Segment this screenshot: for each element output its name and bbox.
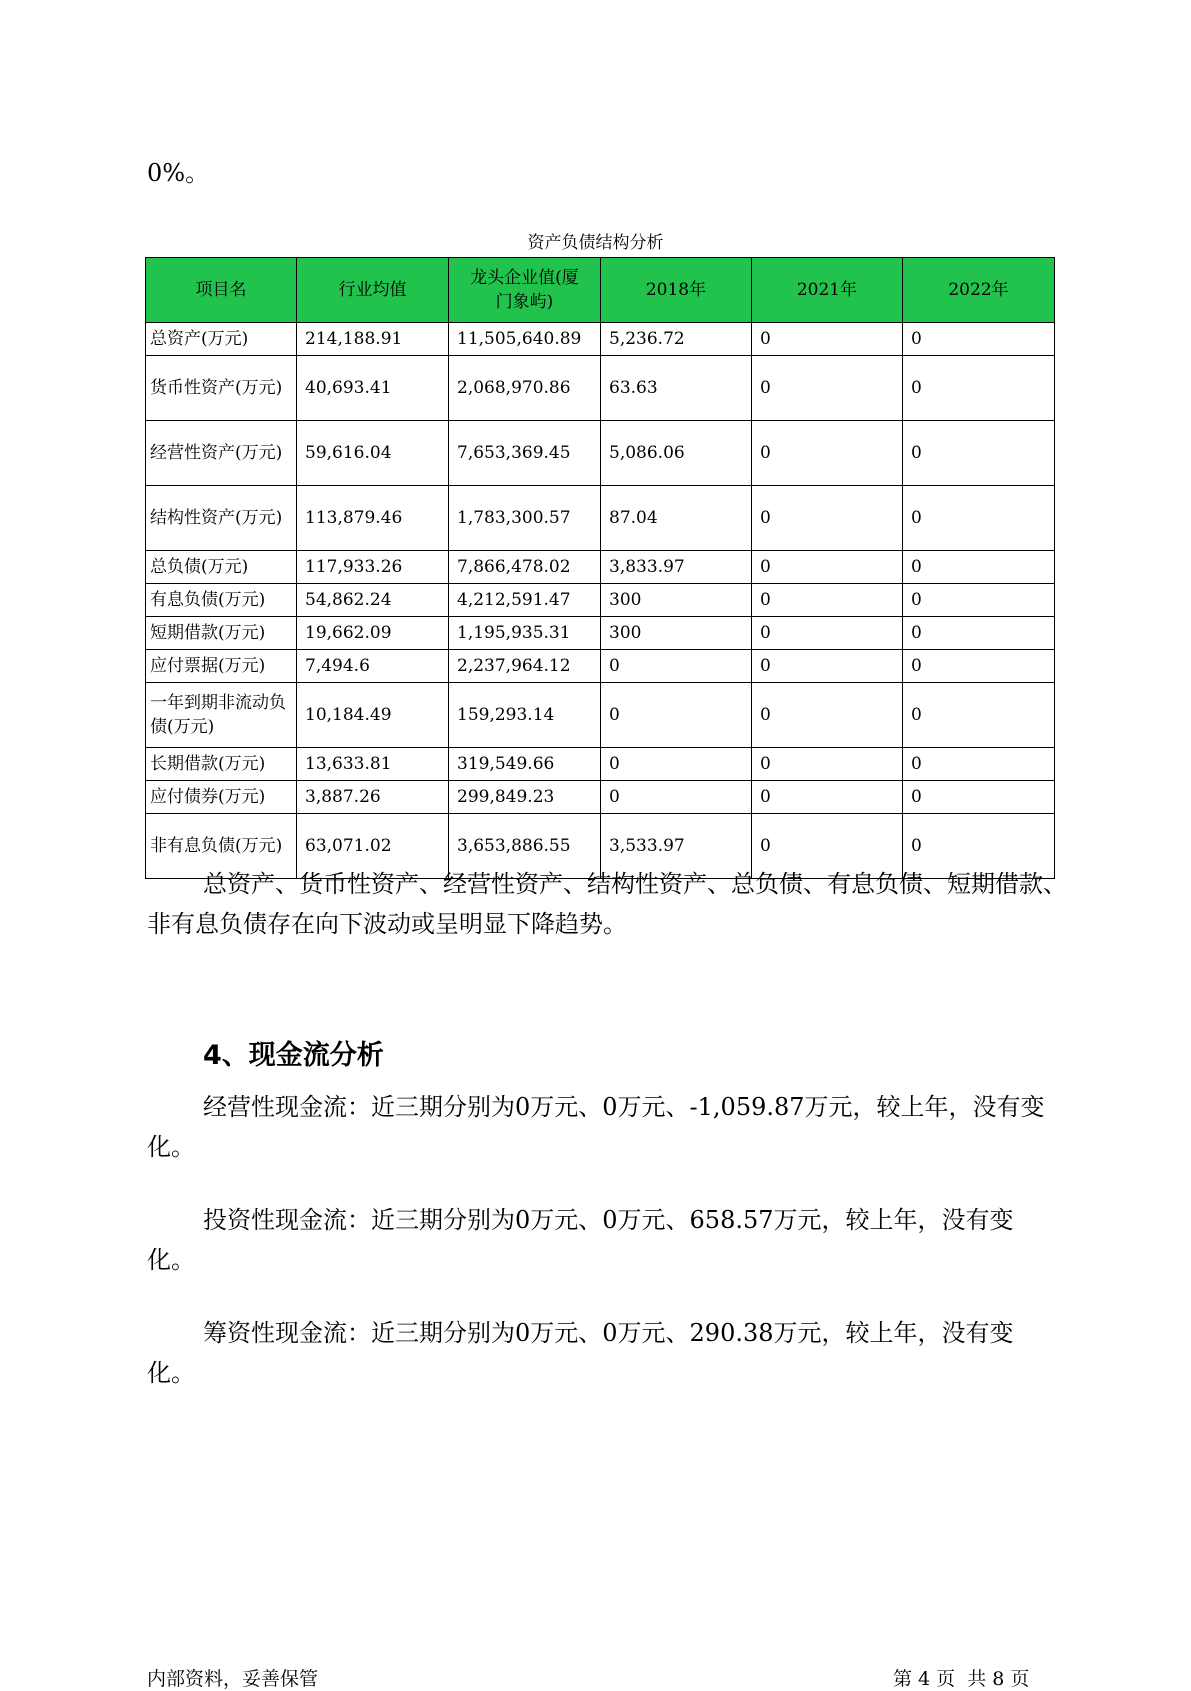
row-leader-value: 3,653,886.55 [449, 814, 601, 879]
row-leader-value: 1,195,935.31 [449, 617, 601, 650]
row-2022: 0 [903, 551, 1055, 584]
row-item-name: 长期借款(万元) [146, 748, 297, 781]
row-2021: 0 [752, 683, 903, 748]
row-2021: 0 [752, 748, 903, 781]
row-2018: 0 [601, 781, 752, 814]
row-2022: 0 [903, 356, 1055, 421]
balance-sheet-table [145, 257, 1055, 879]
row-item-name: 短期借款(万元) [146, 617, 297, 650]
row-leader-value: 7,653,369.45 [449, 421, 601, 486]
row-2022: 0 [903, 781, 1055, 814]
table-row [146, 356, 1055, 421]
row-item-name: 有息负债(万元) [146, 584, 297, 617]
investing-cash-flow-paragraph: 投资性现金流：近三期分别为0万元、0万元、658.57万元，较上年，没有变化。 [147, 1206, 1014, 1274]
row-leader-value: 7,866,478.02 [449, 551, 601, 584]
footer-confidential-note: 内部资料，妥善保管 [147, 1668, 319, 1690]
row-item-name: 非有息负债(万元) [146, 814, 297, 879]
row-2022: 0 [903, 617, 1055, 650]
row-2018: 300 [601, 617, 752, 650]
header-2018: 2018年 [601, 258, 752, 323]
table-row [146, 617, 1055, 650]
row-leader-value: 4,212,591.47 [449, 584, 601, 617]
row-2022: 0 [903, 486, 1055, 551]
row-industry-avg: 10,184.49 [297, 683, 449, 748]
header-industry-avg: 行业均值 [297, 258, 449, 323]
row-2018: 0 [601, 748, 752, 781]
row-2022: 0 [903, 650, 1055, 683]
row-2022: 0 [903, 748, 1055, 781]
table-row [146, 486, 1055, 551]
row-item-name: 应付债券(万元) [146, 781, 297, 814]
row-leader-value: 299,849.23 [449, 781, 601, 814]
row-2021: 0 [752, 814, 903, 879]
row-2021: 0 [752, 617, 903, 650]
row-leader-value: 11,505,640.89 [449, 323, 601, 356]
header-2021: 2021年 [752, 258, 903, 323]
header-2022: 2022年 [903, 258, 1055, 323]
row-industry-avg: 59,616.04 [297, 421, 449, 486]
row-item-name: 一年到期非流动负债(万元) [146, 683, 297, 748]
row-leader-value: 2,068,970.86 [449, 356, 601, 421]
row-industry-avg: 63,071.02 [297, 814, 449, 879]
row-leader-value: 319,549.66 [449, 748, 601, 781]
table-row [146, 650, 1055, 683]
table-row [146, 683, 1055, 748]
operating-cash-flow-paragraph: 经营性现金流：近三期分别为0万元、0万元、-1,059.87万元，较上年，没有变化。 [147, 1093, 1045, 1161]
table-row [146, 421, 1055, 486]
row-2021: 0 [752, 486, 903, 551]
row-2021: 0 [752, 781, 903, 814]
summary-paragraph: 总资产、货币性资产、经营性资产、结构性资产、总负债、有息负债、短期借款、非有息负债存在向下波动或呈明显下降趋势。 [147, 870, 1067, 938]
row-2021: 0 [752, 323, 903, 356]
row-2022: 0 [903, 323, 1055, 356]
row-2022: 0 [903, 584, 1055, 617]
row-2018: 3,833.97 [601, 551, 752, 584]
table-row [146, 323, 1055, 356]
row-2022: 0 [903, 421, 1055, 486]
row-2021: 0 [752, 551, 903, 584]
row-industry-avg: 113,879.46 [297, 486, 449, 551]
row-2018: 0 [601, 683, 752, 748]
header-item-name: 项目名 [146, 258, 297, 323]
row-2021: 0 [752, 650, 903, 683]
table-header-row [146, 258, 1055, 323]
row-industry-avg: 117,933.26 [297, 551, 449, 584]
row-item-name: 应付票据(万元) [146, 650, 297, 683]
row-industry-avg: 19,662.09 [297, 617, 449, 650]
row-industry-avg: 13,633.81 [297, 748, 449, 781]
table-row [146, 748, 1055, 781]
table-caption: 资产负债结构分析 [527, 233, 664, 253]
row-2018: 63.63 [601, 356, 752, 421]
row-item-name: 总负债(万元) [146, 551, 297, 584]
row-2018: 300 [601, 584, 752, 617]
row-2021: 0 [752, 356, 903, 421]
row-item-name: 经营性资产(万元) [146, 421, 297, 486]
row-industry-avg: 7,494.6 [297, 650, 449, 683]
row-2018: 87.04 [601, 486, 752, 551]
table-row [146, 584, 1055, 617]
row-leader-value: 1,783,300.57 [449, 486, 601, 551]
row-2022: 0 [903, 814, 1055, 879]
row-2018: 0 [601, 650, 752, 683]
row-leader-value: 2,237,964.12 [449, 650, 601, 683]
row-item-name: 总资产(万元) [146, 323, 297, 356]
row-2022: 0 [903, 683, 1055, 748]
financing-cash-flow-paragraph: 筹资性现金流：近三期分别为0万元、0万元、290.38万元，较上年，没有变化。 [147, 1319, 1014, 1387]
table-row [146, 781, 1055, 814]
row-industry-avg: 54,862.24 [297, 584, 449, 617]
row-2018: 5,086.06 [601, 421, 752, 486]
header-leader-value: 龙头企业值(厦门象屿) [449, 258, 601, 323]
row-industry-avg: 214,188.91 [297, 323, 449, 356]
table-row [146, 551, 1055, 584]
row-industry-avg: 3,887.26 [297, 781, 449, 814]
row-2021: 0 [752, 421, 903, 486]
row-2018: 3,533.97 [601, 814, 752, 879]
row-2021: 0 [752, 584, 903, 617]
section-heading: 4、现金流分析 [203, 1040, 384, 1071]
row-item-name: 结构性资产(万元) [146, 486, 297, 551]
intro-tail-text: 0%。 [147, 159, 210, 187]
row-2018: 5,236.72 [601, 323, 752, 356]
row-item-name: 货币性资产(万元) [146, 356, 297, 421]
row-leader-value: 159,293.14 [449, 683, 601, 748]
footer-page-number: 第 4 页 共 8 页 [893, 1668, 1030, 1690]
row-industry-avg: 40,693.41 [297, 356, 449, 421]
